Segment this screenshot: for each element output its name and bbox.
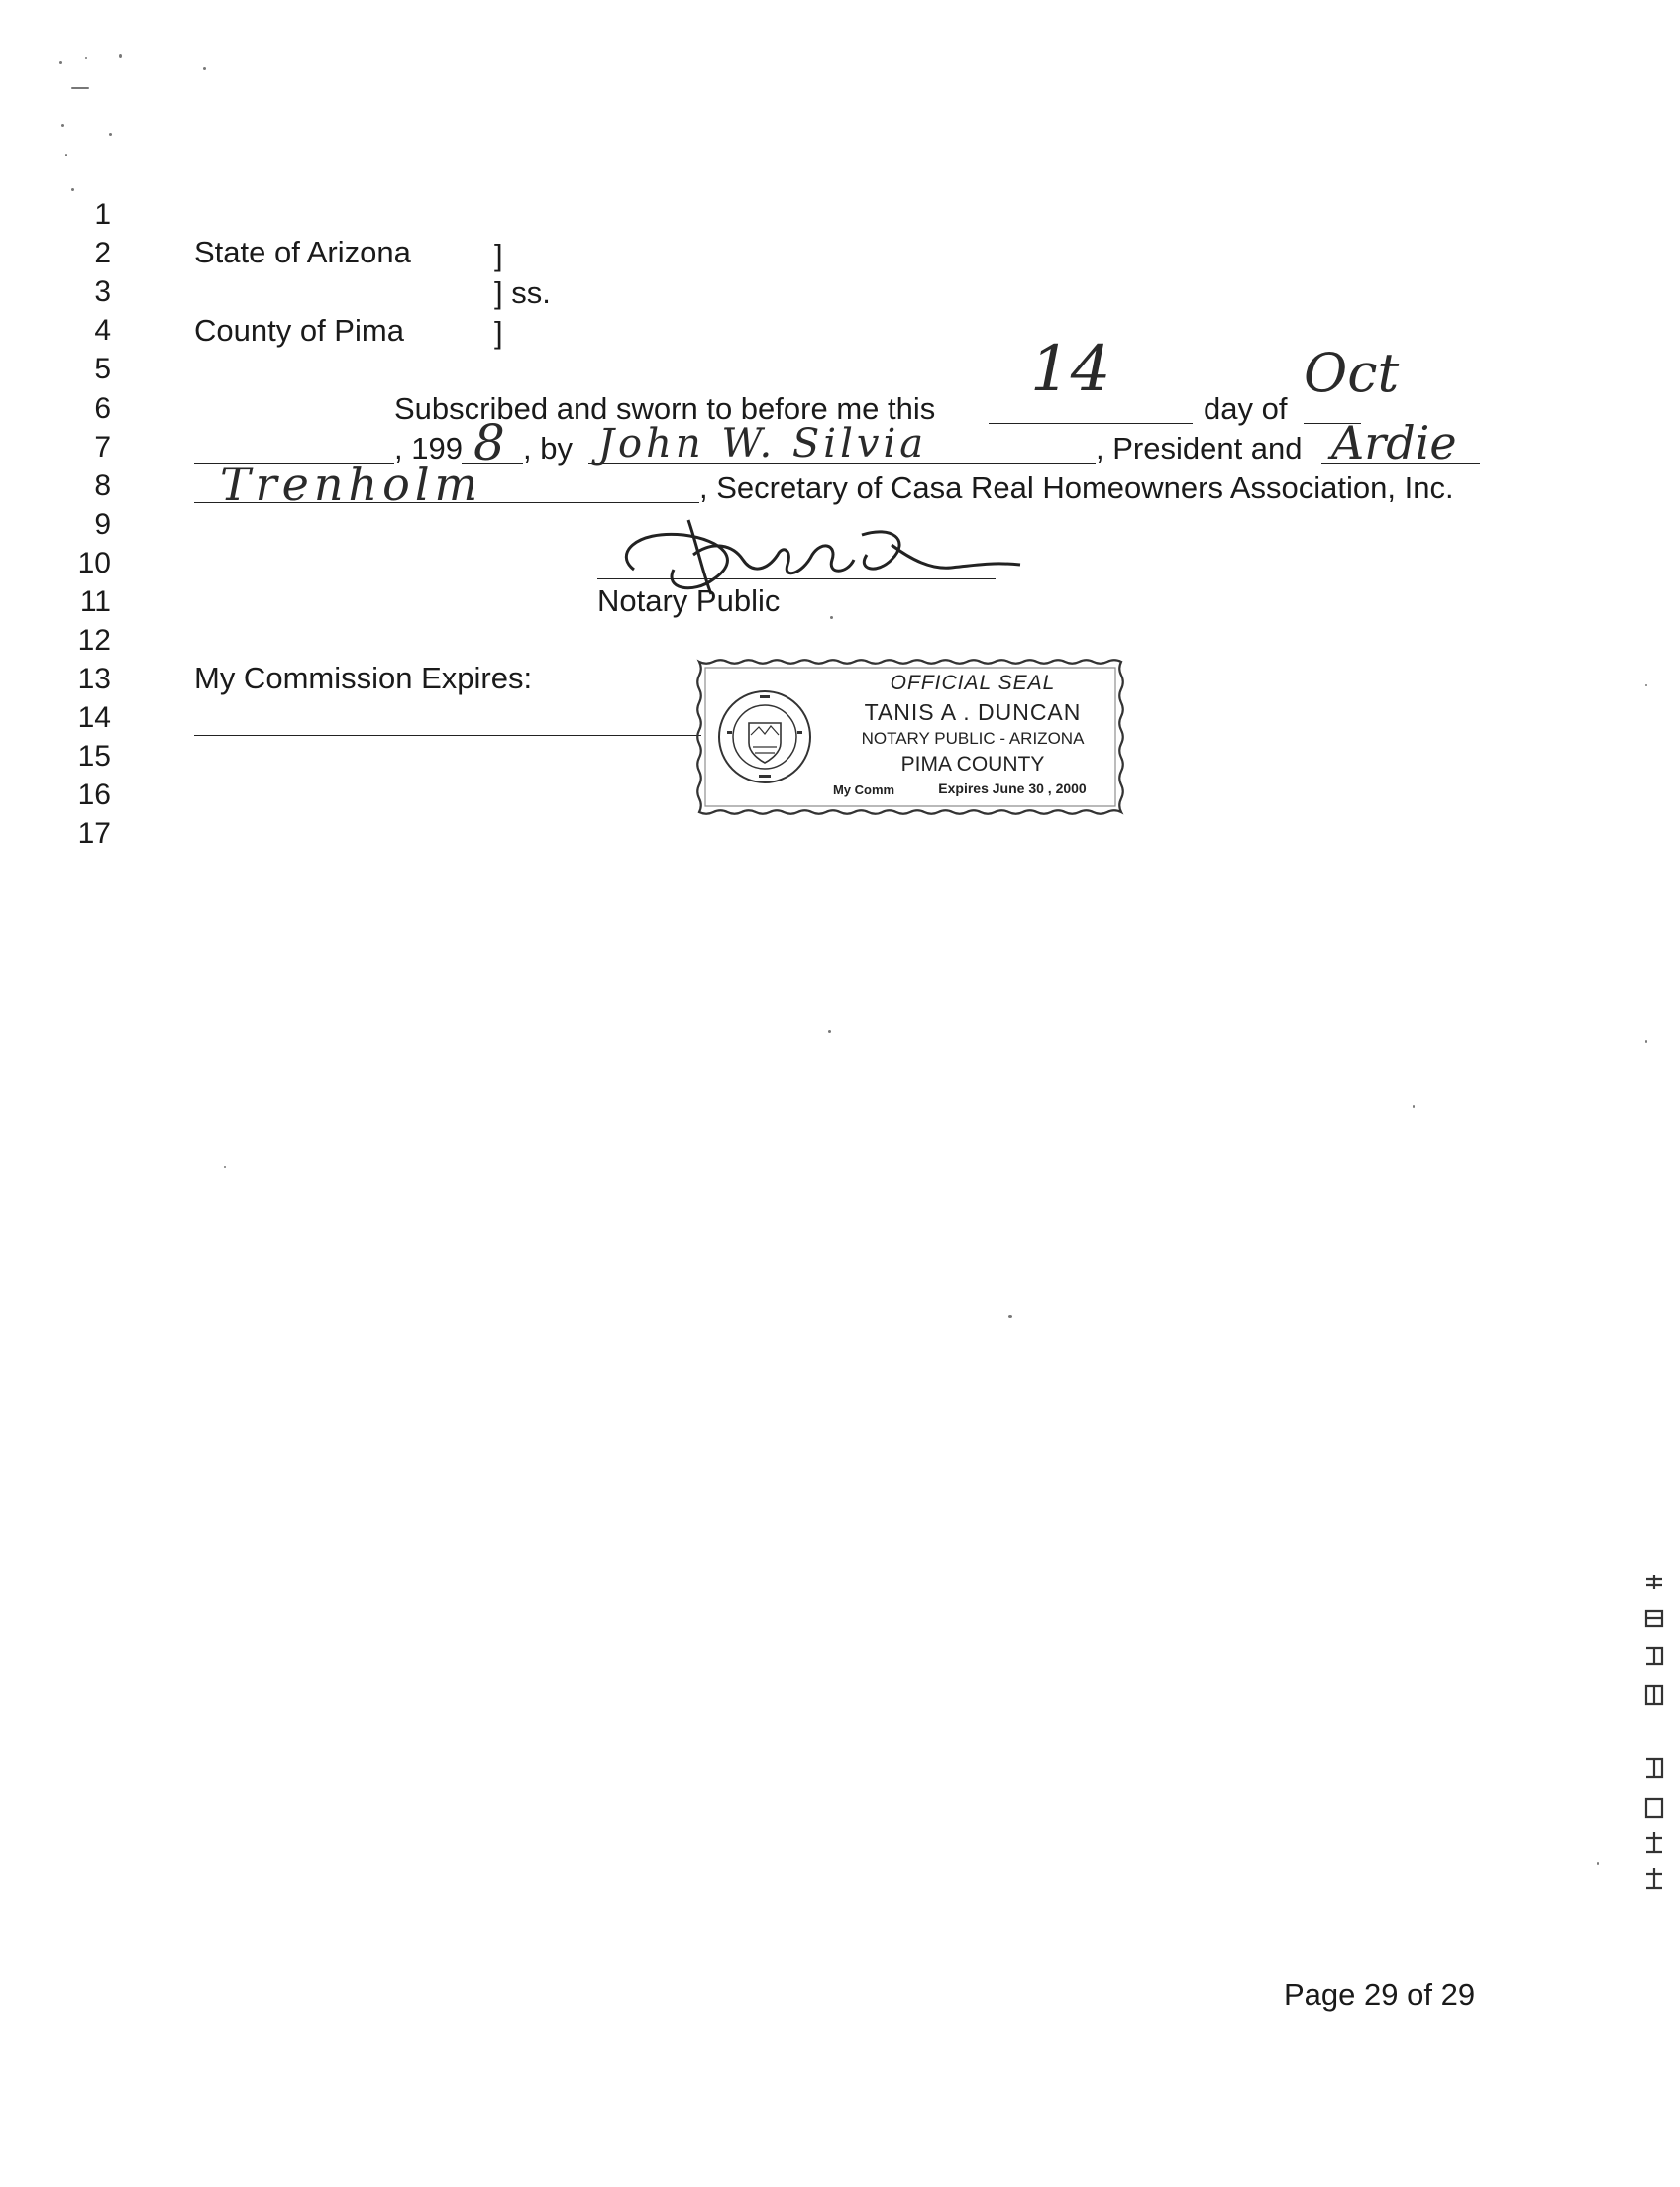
line-number: 17 — [77, 817, 111, 850]
notary-public-label: Notary Public — [597, 583, 781, 618]
president-label: , President and — [1096, 431, 1303, 466]
seal-expires-date: Expires June 30 , 2000 — [938, 781, 1087, 796]
line-number: 16 — [77, 779, 111, 811]
scan-speck — [828, 1030, 831, 1033]
line-number: 13 — [77, 663, 111, 695]
scan-speck — [203, 67, 206, 70]
venue-bracket: ] — [494, 315, 503, 350]
seal-expires-label: My Comm — [832, 782, 895, 797]
line-number: 1 — [94, 198, 111, 231]
secretary-label: , Secretary of Casa Real Homeowners Association, Inc. — [699, 470, 1454, 505]
line-number: 3 — [94, 275, 111, 308]
jurat-lead: Subscribed and sworn to before me this — [394, 391, 936, 426]
scan-speck — [71, 188, 74, 191]
handwritten-secretary-first: Ardie — [1331, 416, 1457, 469]
scan-speck — [119, 54, 122, 58]
line-number: 6 — [94, 392, 111, 425]
scan-speck — [830, 616, 833, 619]
notary-seal-stamp — [695, 658, 1125, 816]
scan-speck — [85, 57, 87, 59]
handwritten-day: 14 — [1030, 333, 1111, 406]
line-number: 7 — [94, 431, 111, 464]
line-number: 5 — [94, 353, 111, 385]
line-number: 11 — [79, 585, 111, 618]
line-number: 8 — [94, 469, 111, 502]
scan-speck — [1413, 1105, 1415, 1108]
commission-blank — [194, 735, 701, 736]
scan-speck — [59, 61, 62, 64]
ss-label: ] ss. — [494, 275, 551, 310]
seal-notary-name: TANIS A . DUNCAN — [864, 699, 1082, 725]
state-seal-emblem — [715, 687, 814, 786]
line-number: 4 — [94, 314, 111, 347]
scan-speck — [1645, 1040, 1647, 1043]
commission-expires-label: My Commission Expires: — [194, 661, 533, 695]
scan-speck — [65, 154, 67, 156]
handwritten-month: Oct — [1304, 342, 1400, 404]
margin-recording-stamp — [1642, 1571, 1668, 1908]
day-of-label: day of — [1204, 391, 1288, 426]
scan-speck — [109, 133, 112, 136]
line-number: 2 — [94, 237, 111, 269]
line-number: 14 — [77, 701, 111, 734]
scan-speck — [1597, 1862, 1599, 1865]
line-number: 10 — [77, 547, 111, 579]
year-prefix: , 199 — [394, 431, 463, 466]
handwritten-president-name: John W. Silvia — [598, 421, 928, 467]
state-label: State of Arizona — [194, 235, 411, 269]
scan-speck — [71, 87, 89, 89]
line-number: 12 — [77, 624, 111, 657]
handwritten-year-digit: 8 — [473, 414, 505, 471]
line-number: 9 — [94, 508, 111, 541]
scan-speck — [1645, 684, 1647, 686]
line-number: 15 — [77, 740, 111, 773]
seal-header: OFFICIAL SEAL — [890, 672, 1056, 694]
handwritten-secretary-last: Trenholm — [220, 458, 483, 511]
day-blank — [989, 423, 1193, 424]
scan-speck — [61, 124, 64, 127]
page-number: Page 29 of 29 — [1284, 1977, 1476, 2012]
seal-county: PIMA COUNTY — [900, 753, 1045, 776]
scan-speck — [1008, 1315, 1012, 1318]
by-label: , by — [523, 431, 573, 466]
county-label: County of Pima — [194, 313, 404, 348]
venue-bracket: ] — [494, 238, 503, 272]
scan-speck — [224, 1166, 226, 1168]
seal-notary-title: NOTARY PUBLIC - ARIZONA — [861, 729, 1085, 748]
